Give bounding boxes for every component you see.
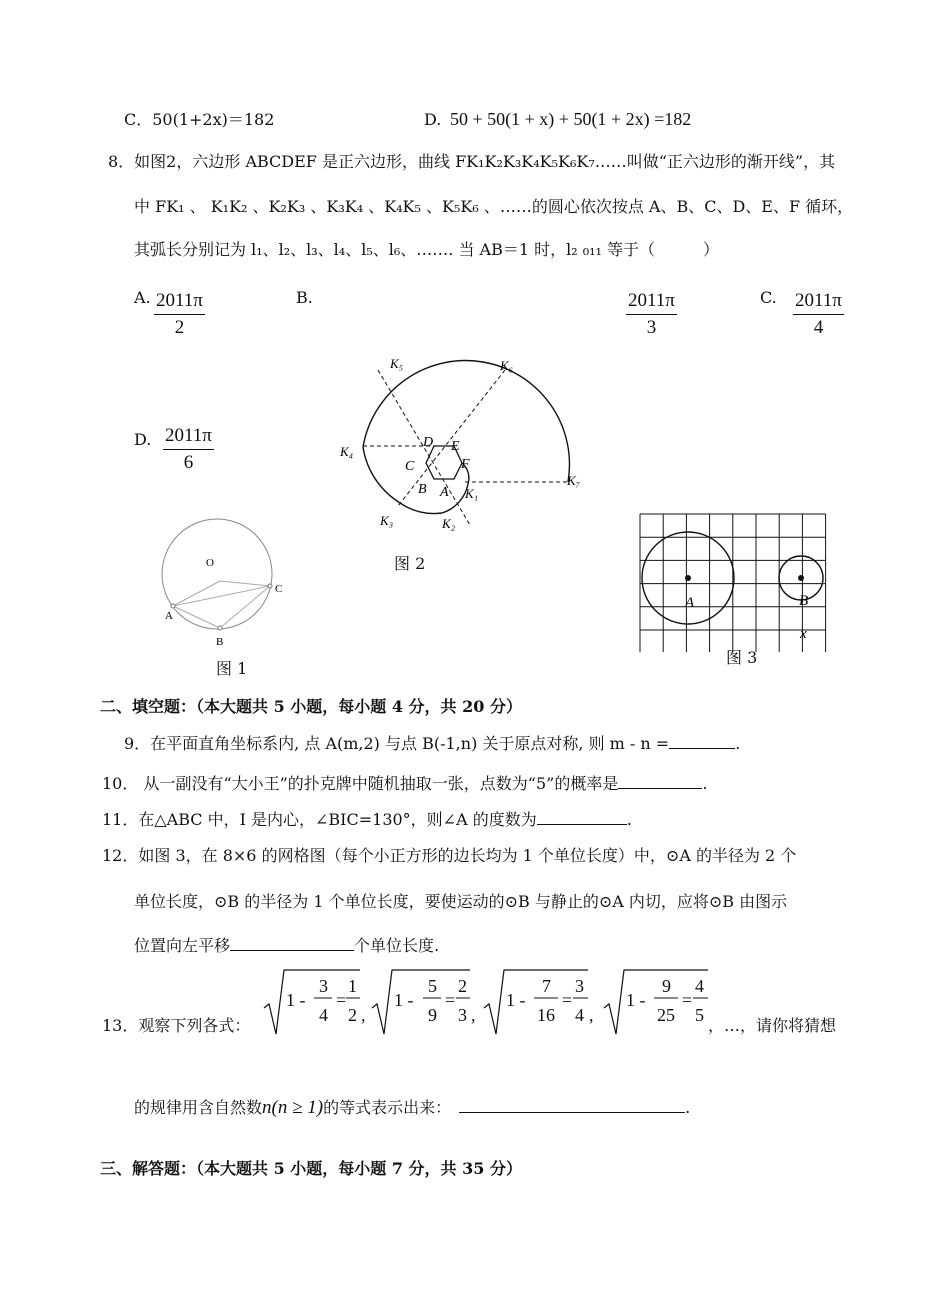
arc-k3-k4 <box>363 447 400 503</box>
q8-option-c-fraction <box>793 290 844 339</box>
label-b: B <box>216 636 224 648</box>
figure-2-caption: 图 2 <box>394 554 426 573</box>
one-minus-4: 1 - <box>626 990 646 1010</box>
label-k7: K₇ <box>567 473 581 488</box>
dashed-line-k6-k3 <box>398 370 505 506</box>
q9 <box>124 732 740 754</box>
center-a <box>685 575 691 581</box>
label-a: A <box>685 595 695 611</box>
q12-line-3 <box>134 934 439 956</box>
one-minus-2: 1 - <box>394 990 414 1010</box>
equals-2: = <box>445 990 456 1010</box>
radical-4 <box>604 970 708 1034</box>
section-3-title: 三、解答题：（本大题共 5 小题，每小题 7 分，共 35 分） <box>100 1159 522 1178</box>
figure-3-caption: 图 3 <box>726 648 758 667</box>
q8-line-3: 其弧长分别记为 l₁、l₂、l₃、l₄、l₅、l₆、……. 当 AB＝1 时，l₂ ₀₁₁ 等于（ ） <box>134 240 720 259</box>
center-b <box>798 575 804 581</box>
frac-numerator: 2011π <box>793 290 844 315</box>
f2-numerator: 5 <box>428 976 437 996</box>
frac-numerator: 2011π <box>154 290 205 315</box>
f2-denominator: 9 <box>428 1005 437 1025</box>
r3-numerator: 3 <box>575 976 584 996</box>
frac-denominator: 4 <box>813 317 824 338</box>
figure-1-caption: 图 1 <box>216 659 248 678</box>
label-a: A <box>440 485 449 500</box>
q9-text: 9．在平面直角坐标系内, 点 A(m,2) 与点 B(-1,n) 关于原点对称, 则 m - n = <box>124 734 670 753</box>
label-k1: K₁ <box>465 486 479 501</box>
label-k5: K₅ <box>390 356 404 371</box>
radical-3 <box>484 970 588 1034</box>
q11-answer-blank[interactable] <box>537 808 627 825</box>
label-x: x <box>800 626 807 642</box>
q9-answer-blank[interactable] <box>669 732 735 749</box>
label-c: C <box>275 583 283 595</box>
q11 <box>102 808 632 830</box>
q11-text: 11．在△ABC 中，I 是内心，∠BIC=130°，则∠A 的度数为 <box>102 810 537 829</box>
q13-formulas <box>262 966 722 1046</box>
q7-option-c: C．50(1+2x)＝182 <box>124 110 275 129</box>
label-c: C <box>405 459 415 474</box>
q12-line-3-end: 个单位长度. <box>354 936 440 955</box>
r1-numerator: 1 <box>348 976 357 996</box>
q13-line-2 <box>134 1096 690 1118</box>
q7-option-d-expression: 50 + 50(1 + x) + 50(1 + 2x) =182 <box>450 109 692 129</box>
f4-denominator: 25 <box>657 1005 675 1025</box>
q9-end: . <box>735 734 741 753</box>
frac-numerator: 2011π <box>163 425 214 450</box>
circle-o <box>162 519 272 629</box>
q7-option-d-label: D. <box>424 110 442 129</box>
r1-denominator: 2 <box>348 1005 357 1025</box>
label-f: F <box>461 457 470 472</box>
label-k4: K₄ <box>340 444 354 459</box>
equals-1: = <box>336 990 347 1010</box>
figure-2-involute <box>330 350 600 540</box>
q11-end: . <box>626 810 632 829</box>
f3-denominator: 16 <box>537 1005 555 1025</box>
frac-denominator: 3 <box>646 317 657 338</box>
r2-denominator: 3 <box>458 1005 467 1025</box>
figure-1-circle <box>155 508 290 653</box>
q12-line-1: 12．如图 3，在 8×6 的网格图（每个小正方形的边长均为 1 个单位长度）中，⊙A 的半径为 2 个 <box>102 846 797 865</box>
q13-prefix: 13．观察下列各式： <box>102 1016 251 1035</box>
radical-2 <box>372 970 470 1034</box>
point-a <box>171 604 175 608</box>
q10-text: 10． 从一副没有“大小王”的扑克牌中随机抽取一张，点数为“5”的概率是 <box>102 774 619 793</box>
equals-3: = <box>562 990 573 1010</box>
q10 <box>102 772 707 794</box>
q13-line-2-middle: 的等式表示出来： <box>323 1098 452 1117</box>
q13-natural-number-n: n(n ≥ 1) <box>262 1097 324 1118</box>
point-c <box>268 584 272 588</box>
f4-numerator: 9 <box>662 976 671 996</box>
f1-numerator: 3 <box>319 976 328 996</box>
label-o: O <box>206 557 214 569</box>
q8-line-1: 8．如图2，六边形 ABCDEF 是正六边形，曲线 FK₁K₂K₃K₄K₅K₆K₇……叫做“正六边形的渐开线”，其 <box>108 152 836 171</box>
q8-option-b-fraction <box>626 290 677 339</box>
q10-end: . <box>702 774 708 793</box>
one-minus-3: 1 - <box>506 990 526 1010</box>
q13-answer-blank[interactable] <box>459 1096 685 1113</box>
q10-answer-blank[interactable] <box>618 772 702 789</box>
q13-suffix: ，…，请你将猜想 <box>708 1016 837 1035</box>
label-b: B <box>799 593 809 609</box>
frac-denominator: 2 <box>174 317 185 338</box>
q13-end: . <box>685 1098 691 1117</box>
section-2-title: 二、填空题：（本大题共 5 小题，每小题 4 分，共 20 分） <box>100 697 522 716</box>
r4-denominator: 5 <box>695 1005 704 1025</box>
arc-k2-k3 <box>400 503 442 514</box>
segment-a-o <box>173 581 220 606</box>
f3-numerator: 7 <box>542 976 551 996</box>
r3-denominator: 4 <box>575 1005 584 1025</box>
q12-line-2: 单位长度，⊙B 的半径为 1 个单位长度，要使运动的⊙B 与静止的⊙A 内切，应将⊙B 由图示 <box>134 892 788 911</box>
q8-line-2: 中 FK₁ 、 K₁K₂ 、K₂K₃ 、K₃K₄ 、K₄K₅ 、K₅K₆ 、……的圆心依次按点 A、B、C、D、E、F 循环， <box>134 197 854 216</box>
q13-line-2-start: 的规律用含自然数 <box>134 1098 263 1117</box>
segment-a-c <box>173 586 270 606</box>
q8-option-d-label: D. <box>134 430 152 449</box>
q8-option-c-label: C. <box>760 288 777 307</box>
segment-o-c <box>220 581 270 586</box>
equals-4: = <box>682 990 693 1010</box>
label-d: D <box>423 435 434 450</box>
one-minus-1: 1 - <box>286 990 306 1010</box>
q8-option-d-fraction <box>163 425 214 474</box>
r4-numerator: 4 <box>695 976 704 996</box>
q8-option-b-label: B. <box>296 288 313 307</box>
label-k2: K₂ <box>442 516 456 531</box>
label-k6: K₆ <box>500 358 514 373</box>
q8-option-a-fraction <box>154 290 205 339</box>
frac-numerator: 2011π <box>626 290 677 315</box>
label-k3: K₃ <box>380 513 394 528</box>
grid-lines <box>640 514 826 652</box>
figure-3-grid <box>638 512 828 652</box>
r2-numerator: 2 <box>458 976 467 996</box>
q12-answer-blank[interactable] <box>230 934 354 951</box>
q12-line-3-start: 位置向左平移 <box>134 936 231 955</box>
point-b <box>218 626 222 630</box>
comma-2: , <box>471 1005 476 1025</box>
comma-1: , <box>361 1005 366 1025</box>
q8-option-a-label: A. <box>134 288 151 307</box>
label-e: E <box>451 439 460 454</box>
comma-3: , <box>589 1005 594 1025</box>
label-a: A <box>165 610 173 622</box>
label-b: B <box>418 482 427 497</box>
frac-denominator: 6 <box>183 452 194 473</box>
f1-denominator: 4 <box>319 1005 328 1025</box>
